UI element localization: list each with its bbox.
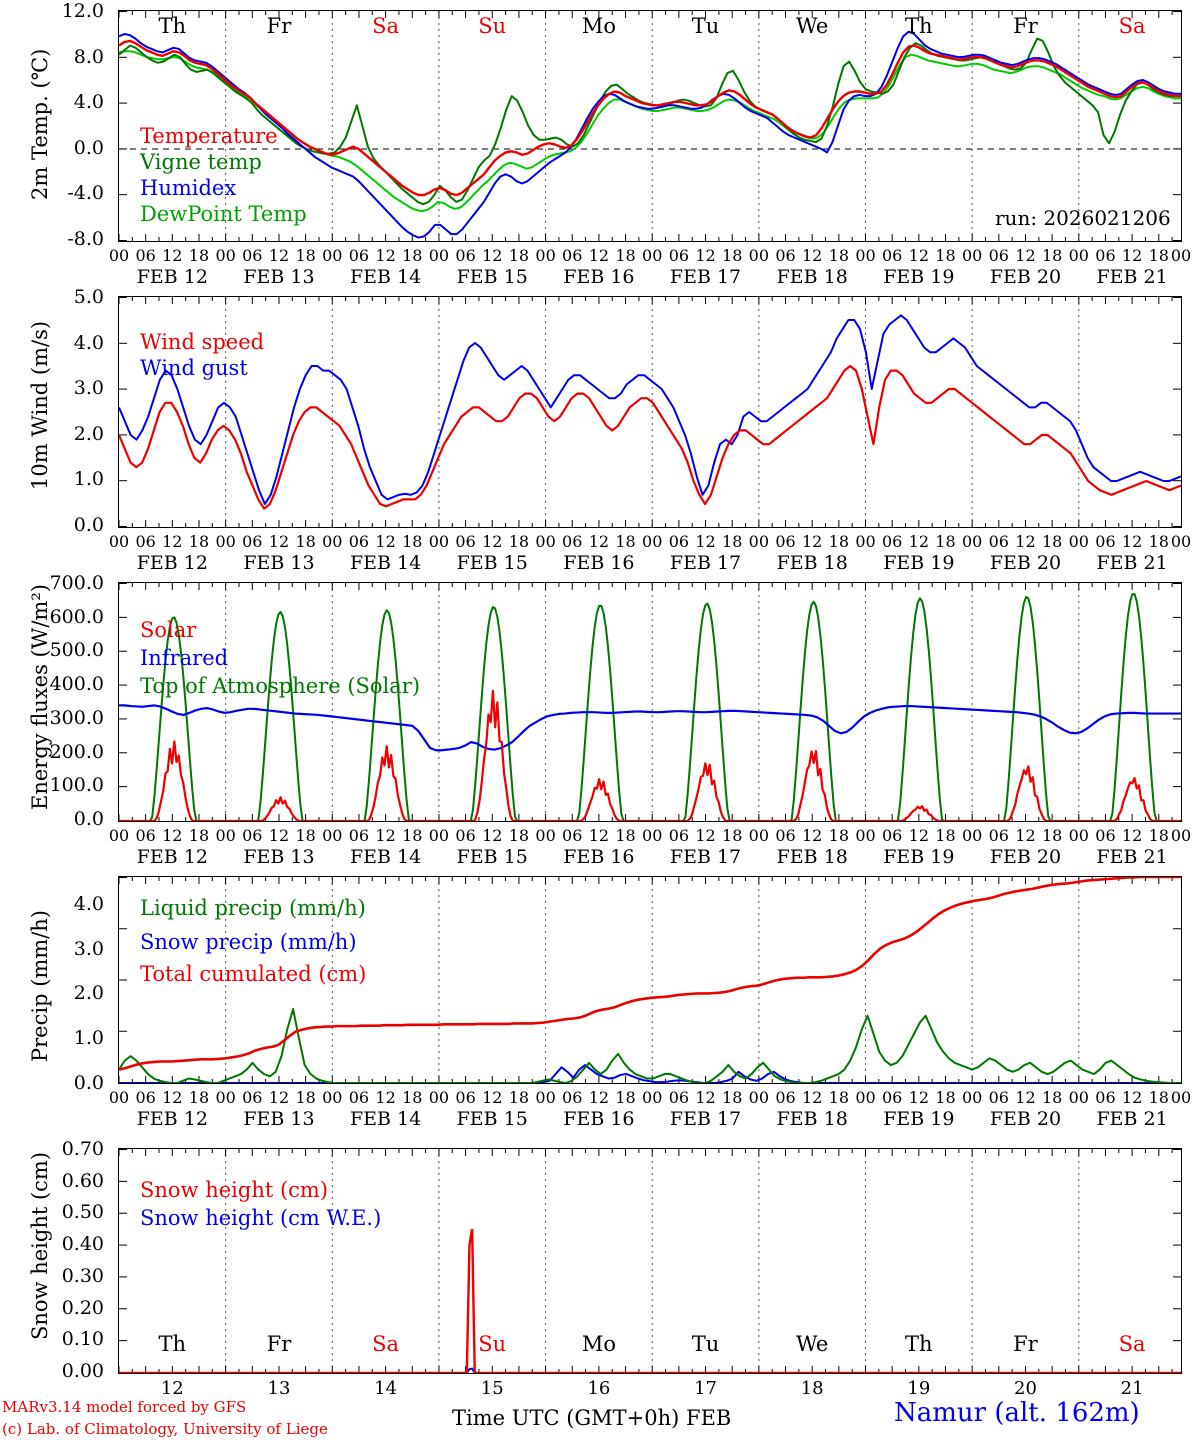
energy-fluxes-plot xyxy=(118,582,1182,822)
x-bottom-day-number: 16 xyxy=(587,1378,611,1399)
x-hour-tick: 18 xyxy=(615,532,636,551)
x-hour-tick: 06 xyxy=(348,1088,370,1107)
y-tick-label: 5.0 xyxy=(73,286,104,308)
x-hour-tick: 18 xyxy=(722,1088,743,1107)
x-hour-tick: 00 xyxy=(748,246,770,265)
x-hour-tick: 06 xyxy=(775,1088,796,1107)
x-hour-tick: 18 xyxy=(935,246,956,265)
day-of-week-label: Th xyxy=(905,1332,933,1356)
x-hour-tick: 18 xyxy=(508,246,530,265)
x-hour-tick: 00 xyxy=(215,246,236,265)
y-tick-label: 300.0 xyxy=(49,706,104,729)
day-of-week-label: Th xyxy=(905,14,933,38)
x-hour-tick: 12 xyxy=(1015,1088,1036,1107)
x-hour-tick: 06 xyxy=(348,246,370,265)
x-hour-tick: 18 xyxy=(935,532,956,551)
x-hour-tick: 06 xyxy=(562,1088,583,1107)
y-tick-label: 0.70 xyxy=(61,1138,104,1160)
x-day-label: FEB 12 xyxy=(136,846,208,868)
day-of-week-label: Fr xyxy=(266,14,292,38)
x-hour-tick: 00 xyxy=(322,1088,343,1107)
x-day-label: FEB 20 xyxy=(989,1108,1062,1130)
x-hour-tick: 00 xyxy=(322,826,343,845)
day-of-week-label: Th xyxy=(158,1332,187,1356)
snow-y-axis-label: Snow height (cm) xyxy=(28,1151,52,1340)
x-hour-tick: 18 xyxy=(508,532,530,551)
x-day-label: FEB 19 xyxy=(883,552,955,574)
day-of-week-label: We xyxy=(796,14,829,38)
legend-snow-height-we: Snow height (cm W.E.) xyxy=(140,1206,382,1230)
y-tick-label: 0.10 xyxy=(61,1328,104,1351)
x-hour-tick: 06 xyxy=(775,246,796,265)
x-hour-tick: 12 xyxy=(695,1088,716,1107)
y-tick-label: 12.0 xyxy=(61,0,104,22)
x-hour-tick: 18 xyxy=(1041,1088,1063,1107)
x-bottom-day-number: 15 xyxy=(480,1378,504,1399)
x-hour-tick: 00 xyxy=(535,1088,556,1107)
x-hour-tick: 12 xyxy=(802,1088,823,1107)
legend-top-of-atmosphere: Top of Atmosphere (Solar) xyxy=(140,674,421,698)
y-tick-label: 0.00 xyxy=(61,1360,104,1382)
x-hour-tick: 12 xyxy=(482,1088,503,1107)
y-tick-label: 4.0 xyxy=(73,331,104,354)
x-hour-tick: 00 xyxy=(855,532,876,551)
day-of-week-label: Fr xyxy=(1013,14,1038,38)
x-hour-tick: 06 xyxy=(1095,246,1116,265)
x-hour-tick: 06 xyxy=(455,246,476,265)
x-hour-tick: 00 xyxy=(215,1088,236,1107)
x-hour-tick: 18 xyxy=(828,826,850,845)
x-day-label: FEB 15 xyxy=(456,552,528,574)
x-day-label: FEB 15 xyxy=(456,1108,528,1130)
x-hour-tick: 18 xyxy=(1041,532,1063,551)
x-hour-tick: 12 xyxy=(908,532,929,551)
y-tick-label: 4.0 xyxy=(73,892,104,915)
legend-liquid-precip: Liquid precip (mm/h) xyxy=(140,896,366,920)
x-hour-tick: 06 xyxy=(455,1088,476,1107)
x-hour-tick: 06 xyxy=(881,532,903,551)
x-hour-tick: 00 xyxy=(642,246,663,265)
legend-humidex: Humidex xyxy=(140,176,237,200)
x-hour-tick: 18 xyxy=(615,826,636,845)
y-tick-label: 400.0 xyxy=(49,673,104,696)
x-day-label: FEB 20 xyxy=(989,266,1062,288)
legend-wind-speed: Wind speed xyxy=(140,330,265,354)
x-hour-tick: 00 xyxy=(1068,532,1089,551)
x-hour-tick: 18 xyxy=(295,1088,316,1107)
x-hour-tick: 12 xyxy=(268,826,290,845)
y-tick-label: 0.0 xyxy=(73,514,104,536)
x-hour-tick: 12 xyxy=(695,246,716,265)
precip-y-axis-label: Precip (mm/h) xyxy=(28,909,52,1062)
x-hour-tick: 18 xyxy=(1041,246,1063,265)
x-hour-tick: 12 xyxy=(162,532,183,551)
y-tick-label: 3.0 xyxy=(73,937,104,960)
x-hour-tick: 18 xyxy=(615,1088,636,1107)
x-hour-tick: 12 xyxy=(1121,246,1143,265)
x-hour-tick: 18 xyxy=(1148,532,1169,551)
wind-y-axis-label: 10m Wind (m/s) xyxy=(28,320,52,490)
x-hour-tick: 18 xyxy=(828,246,850,265)
x-day-label: FEB 12 xyxy=(136,552,208,574)
x-day-label: FEB 17 xyxy=(669,846,742,868)
x-day-label: FEB 14 xyxy=(349,1108,422,1130)
x-hour-tick: 12 xyxy=(802,826,823,845)
x-hour-tick: 00 xyxy=(961,532,983,551)
x-day-label: FEB 14 xyxy=(349,552,422,574)
x-hour-tick: 06 xyxy=(562,246,583,265)
x-hour-tick: 00 xyxy=(961,246,983,265)
x-hour-tick: 00 xyxy=(855,1088,876,1107)
x-hour-tick: 00 xyxy=(1170,246,1192,265)
x-hour-tick: 06 xyxy=(668,246,690,265)
x-hour-tick: 06 xyxy=(775,532,796,551)
x-day-label: FEB 19 xyxy=(883,1108,955,1130)
day-of-week-label: Su xyxy=(478,1332,507,1356)
x-hour-tick: 00 xyxy=(855,246,876,265)
x-hour-tick: 12 xyxy=(482,246,503,265)
x-hour-tick: 12 xyxy=(588,826,610,845)
x-day-label: FEB 13 xyxy=(243,266,315,288)
x-hour-tick: 18 xyxy=(722,246,743,265)
x-hour-tick: 18 xyxy=(188,246,210,265)
x-hour-tick: 06 xyxy=(135,532,156,551)
x-hour-tick: 00 xyxy=(428,826,450,845)
day-of-week-label: Tu xyxy=(691,14,720,38)
day-of-week-label: Tu xyxy=(691,1332,720,1356)
x-day-label: FEB 19 xyxy=(883,266,955,288)
x-hour-tick: 00 xyxy=(748,1088,770,1107)
x-hour-tick: 06 xyxy=(988,826,1009,845)
x-hour-tick: 12 xyxy=(695,826,716,845)
x-hour-tick: 18 xyxy=(402,246,423,265)
day-of-week-label: Mo xyxy=(581,1332,616,1356)
x-day-label: FEB 21 xyxy=(1096,1108,1168,1130)
x-hour-tick: 00 xyxy=(108,532,130,551)
x-hour-tick: 12 xyxy=(482,532,503,551)
x-hour-tick: 00 xyxy=(642,1088,663,1107)
x-bottom-day-number: 17 xyxy=(694,1378,717,1399)
x-hour-tick: 06 xyxy=(988,246,1009,265)
x-hour-tick: 12 xyxy=(268,1088,290,1107)
x-hour-tick: 18 xyxy=(722,532,743,551)
x-hour-tick: 12 xyxy=(375,826,396,845)
x-hour-tick: 06 xyxy=(562,826,583,845)
y-tick-label: 2.0 xyxy=(73,422,104,445)
day-of-week-label: Fr xyxy=(266,1332,292,1356)
x-hour-tick: 06 xyxy=(988,532,1009,551)
legend-temperature: Temperature xyxy=(140,124,278,148)
y-tick-label: 600.0 xyxy=(49,605,104,628)
x-day-label: FEB 16 xyxy=(563,846,635,868)
x-hour-tick: 00 xyxy=(108,1088,130,1107)
x-hour-tick: 18 xyxy=(188,1088,210,1107)
footer-time-axis-title: Time UTC (GMT+0h) FEB xyxy=(452,1406,732,1430)
x-hour-tick: 06 xyxy=(455,826,476,845)
x-hour-tick: 06 xyxy=(135,1088,156,1107)
x-day-label: FEB 21 xyxy=(1096,552,1168,574)
x-day-label: FEB 17 xyxy=(669,1108,742,1130)
x-hour-tick: 12 xyxy=(908,246,929,265)
x-bottom-day-number: 13 xyxy=(267,1378,291,1399)
x-hour-tick: 00 xyxy=(322,532,343,551)
x-hour-tick: 06 xyxy=(348,826,370,845)
x-day-label: FEB 15 xyxy=(456,846,528,868)
y-tick-label: -8.0 xyxy=(67,228,104,250)
y-tick-label: 2.0 xyxy=(73,982,104,1005)
x-hour-tick: 06 xyxy=(562,532,583,551)
legend-infrared: Infrared xyxy=(140,646,229,670)
x-hour-tick: 06 xyxy=(242,532,263,551)
x-hour-tick: 18 xyxy=(1148,1088,1169,1107)
x-hour-tick: 12 xyxy=(268,246,290,265)
legend-vigne-temp: Vigne temp xyxy=(140,150,262,174)
x-hour-tick: 18 xyxy=(188,826,210,845)
x-hour-tick: 12 xyxy=(1121,826,1143,845)
x-day-label: FEB 21 xyxy=(1096,266,1168,288)
x-hour-tick: 18 xyxy=(295,532,316,551)
x-hour-tick: 12 xyxy=(1121,532,1143,551)
x-hour-tick: 12 xyxy=(588,246,610,265)
x-hour-tick: 00 xyxy=(428,246,450,265)
x-hour-tick: 06 xyxy=(135,246,156,265)
legend-wind-gust: Wind gust xyxy=(140,356,248,380)
x-hour-tick: 18 xyxy=(1148,826,1169,845)
x-hour-tick: 00 xyxy=(961,1088,983,1107)
y-tick-label: 500.0 xyxy=(49,639,104,662)
x-hour-tick: 18 xyxy=(615,246,636,265)
x-day-label: FEB 14 xyxy=(349,266,422,288)
x-hour-tick: 18 xyxy=(1148,246,1169,265)
x-hour-tick: 12 xyxy=(1015,246,1036,265)
x-hour-tick: 06 xyxy=(135,826,156,845)
x-hour-tick: 18 xyxy=(188,532,210,551)
x-hour-tick: 00 xyxy=(642,826,663,845)
y-tick-label: 0.30 xyxy=(61,1264,104,1287)
x-hour-tick: 00 xyxy=(535,532,556,551)
legend-snow-precip: Snow precip (mm/h) xyxy=(140,930,357,954)
footer-model-credit-line2: (c) Lab. of Climatology, University of Liege xyxy=(2,1420,328,1438)
legend-solar: Solar xyxy=(140,618,197,642)
x-hour-tick: 12 xyxy=(908,826,929,845)
day-of-week-label: We xyxy=(796,1332,829,1356)
x-hour-tick: 00 xyxy=(215,826,236,845)
x-hour-tick: 00 xyxy=(855,826,876,845)
x-hour-tick: 18 xyxy=(935,826,956,845)
x-hour-tick: 00 xyxy=(748,826,770,845)
x-day-label: FEB 17 xyxy=(669,552,742,574)
legend-dewpoint-temp: DewPoint Temp xyxy=(140,202,307,226)
x-hour-tick: 00 xyxy=(1068,246,1089,265)
x-day-label: FEB 16 xyxy=(563,552,635,574)
y-tick-label: 3.0 xyxy=(73,377,104,400)
y-tick-label: 0.0 xyxy=(73,1072,104,1094)
x-day-label: FEB 16 xyxy=(563,1108,635,1130)
x-hour-tick: 00 xyxy=(1170,826,1192,845)
y-tick-label: 0.60 xyxy=(61,1169,104,1192)
x-day-label: FEB 21 xyxy=(1096,846,1168,868)
x-hour-tick: 18 xyxy=(828,1088,850,1107)
x-hour-tick: 00 xyxy=(1068,826,1089,845)
x-bottom-day-number: 20 xyxy=(1014,1378,1037,1399)
x-bottom-day-number: 21 xyxy=(1120,1378,1144,1399)
x-hour-tick: 00 xyxy=(108,246,130,265)
footer-model-credit-line1: MARv3.14 model forced by GFS xyxy=(2,1398,247,1416)
x-hour-tick: 12 xyxy=(908,1088,929,1107)
y-tick-label: 100.0 xyxy=(49,774,104,797)
x-day-label: FEB 13 xyxy=(243,846,315,868)
legend-snow-height: Snow height (cm) xyxy=(140,1178,329,1202)
x-hour-tick: 06 xyxy=(1095,826,1116,845)
x-hour-tick: 18 xyxy=(295,826,316,845)
x-day-label: FEB 16 xyxy=(563,266,635,288)
x-hour-tick: 00 xyxy=(748,532,770,551)
day-of-week-label: Fr xyxy=(1013,1332,1038,1356)
y-tick-label: 0.40 xyxy=(61,1233,104,1256)
day-of-week-label: Su xyxy=(478,14,507,38)
x-hour-tick: 00 xyxy=(322,246,343,265)
x-hour-tick: 06 xyxy=(775,826,796,845)
x-hour-tick: 12 xyxy=(802,246,823,265)
x-day-label: FEB 20 xyxy=(989,552,1062,574)
x-day-label: FEB 13 xyxy=(243,1108,315,1130)
y-tick-label: 1.0 xyxy=(73,1027,104,1050)
x-hour-tick: 06 xyxy=(455,532,476,551)
x-hour-tick: 00 xyxy=(108,826,130,845)
x-day-label: FEB 20 xyxy=(989,846,1062,868)
x-hour-tick: 00 xyxy=(1170,1088,1192,1107)
x-hour-tick: 18 xyxy=(828,532,850,551)
x-hour-tick: 12 xyxy=(1015,532,1036,551)
x-hour-tick: 12 xyxy=(1121,1088,1143,1107)
x-hour-tick: 18 xyxy=(295,246,316,265)
x-hour-tick: 12 xyxy=(268,532,290,551)
x-hour-tick: 12 xyxy=(1015,826,1036,845)
x-day-label: FEB 17 xyxy=(669,266,742,288)
x-hour-tick: 12 xyxy=(375,1088,396,1107)
x-hour-tick: 06 xyxy=(988,1088,1009,1107)
x-hour-tick: 18 xyxy=(508,826,530,845)
x-hour-tick: 12 xyxy=(695,532,716,551)
y-tick-label: 0.20 xyxy=(61,1296,104,1319)
x-hour-tick: 00 xyxy=(428,1088,450,1107)
x-day-label: FEB 13 xyxy=(243,552,315,574)
x-hour-tick: 18 xyxy=(402,826,423,845)
energy-y-axis-label: Energy fluxes (W/m²) xyxy=(28,584,52,810)
x-hour-tick: 00 xyxy=(535,826,556,845)
day-of-week-label: Sa xyxy=(372,14,400,38)
y-tick-label: 0.50 xyxy=(61,1201,104,1224)
x-hour-tick: 00 xyxy=(1170,532,1192,551)
y-tick-label: 8.0 xyxy=(73,45,104,68)
footer-station-name: Namur (alt. 162m) xyxy=(894,1398,1140,1428)
day-of-week-label: Sa xyxy=(372,1332,400,1356)
x-hour-tick: 18 xyxy=(508,1088,530,1107)
x-hour-tick: 00 xyxy=(535,246,556,265)
x-bottom-day-number: 19 xyxy=(907,1378,931,1399)
y-tick-label: 4.0 xyxy=(73,91,104,114)
y-tick-label: 0.0 xyxy=(73,808,104,830)
y-tick-label: 1.0 xyxy=(73,468,104,491)
x-day-label: FEB 12 xyxy=(136,266,208,288)
x-day-label: FEB 12 xyxy=(136,1108,208,1130)
x-hour-tick: 12 xyxy=(162,826,183,845)
x-hour-tick: 12 xyxy=(802,532,823,551)
x-hour-tick: 06 xyxy=(242,1088,263,1107)
y-tick-label: -4.0 xyxy=(67,182,104,205)
x-day-label: FEB 18 xyxy=(776,846,848,868)
x-hour-tick: 00 xyxy=(1068,1088,1089,1107)
legend-total-cumulated: Total cumulated (cm) xyxy=(140,962,367,986)
x-hour-tick: 12 xyxy=(375,246,396,265)
x-hour-tick: 06 xyxy=(242,246,263,265)
x-hour-tick: 12 xyxy=(588,532,610,551)
x-hour-tick: 00 xyxy=(961,826,983,845)
x-hour-tick: 06 xyxy=(668,826,690,845)
x-day-label: FEB 18 xyxy=(776,1108,848,1130)
x-day-label: FEB 19 xyxy=(883,846,955,868)
temperature-y-axis-label: 2m Temp. (℃) xyxy=(28,48,52,200)
x-hour-tick: 06 xyxy=(881,1088,903,1107)
y-tick-label: 200.0 xyxy=(49,740,104,763)
wind-plot xyxy=(118,296,1182,528)
day-of-week-label: Th xyxy=(158,14,187,38)
day-of-week-label: Sa xyxy=(1118,1332,1146,1356)
x-hour-tick: 00 xyxy=(428,532,450,551)
x-hour-tick: 06 xyxy=(242,826,263,845)
x-hour-tick: 06 xyxy=(881,826,903,845)
x-hour-tick: 18 xyxy=(402,1088,423,1107)
x-day-label: FEB 14 xyxy=(349,846,422,868)
x-day-label: FEB 18 xyxy=(776,552,848,574)
x-hour-tick: 12 xyxy=(588,1088,610,1107)
x-hour-tick: 06 xyxy=(881,246,903,265)
x-hour-tick: 12 xyxy=(162,246,183,265)
x-bottom-day-number: 14 xyxy=(374,1378,398,1399)
x-hour-tick: 18 xyxy=(402,532,423,551)
x-hour-tick: 18 xyxy=(1041,826,1063,845)
x-hour-tick: 12 xyxy=(482,826,503,845)
x-hour-tick: 06 xyxy=(348,532,370,551)
x-hour-tick: 00 xyxy=(215,532,236,551)
x-day-label: FEB 18 xyxy=(776,266,848,288)
day-of-week-label: Mo xyxy=(581,14,616,38)
x-hour-tick: 00 xyxy=(642,532,663,551)
x-hour-tick: 06 xyxy=(1095,532,1116,551)
x-day-label: FEB 15 xyxy=(456,266,528,288)
x-hour-tick: 12 xyxy=(162,1088,183,1107)
x-bottom-day-number: 18 xyxy=(800,1378,824,1399)
x-hour-tick: 06 xyxy=(1095,1088,1116,1107)
day-of-week-label: Sa xyxy=(1118,14,1146,38)
y-tick-label: 700.0 xyxy=(49,572,104,594)
x-hour-tick: 18 xyxy=(722,826,743,845)
x-bottom-day-number: 12 xyxy=(160,1378,184,1399)
x-hour-tick: 12 xyxy=(375,532,396,551)
x-hour-tick: 06 xyxy=(668,1088,690,1107)
y-tick-label: 0.0 xyxy=(73,136,104,159)
model-run-label: run: 2026021206 xyxy=(995,206,1171,230)
x-hour-tick: 18 xyxy=(935,1088,956,1107)
x-hour-tick: 06 xyxy=(668,532,690,551)
